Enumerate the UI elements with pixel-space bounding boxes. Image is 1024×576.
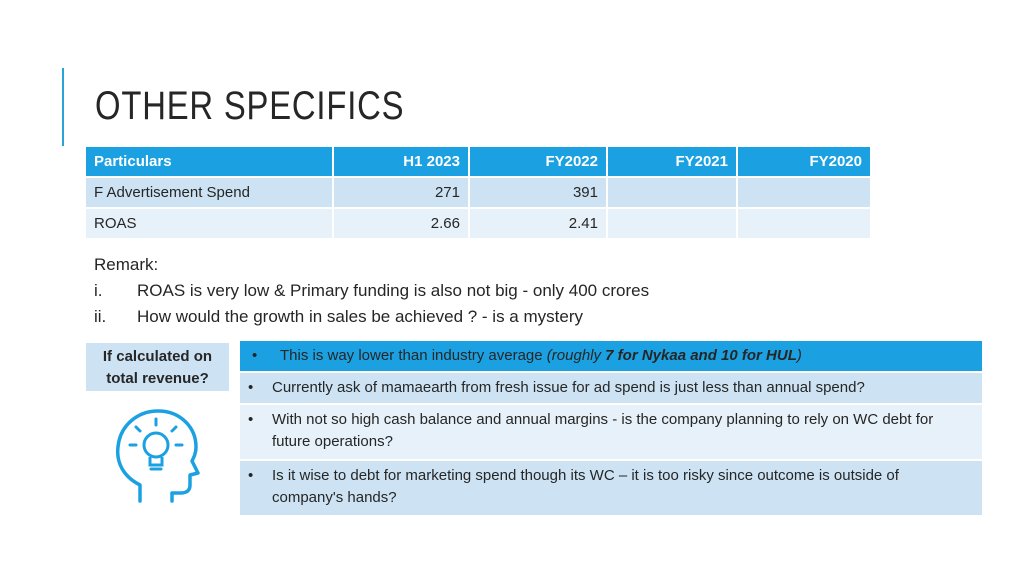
- bullet-dot-icon: •: [248, 411, 254, 428]
- calc-box-line1: If calculated on: [102, 348, 213, 365]
- emph-bold: 7 for Nykaa and 10 for HUL: [605, 347, 797, 364]
- header-particulars: Particulars: [86, 147, 333, 177]
- bullet-item: [240, 461, 982, 517]
- header-h1-2023: H1 2023: [333, 147, 469, 177]
- bullet-text: Currently ask of mamaearth from fresh issue for ad spend is just less than annual spend?: [272, 379, 865, 396]
- cell-value: 271: [333, 177, 469, 208]
- bullet-item: [240, 373, 982, 405]
- bullet-text: [276, 345, 802, 367]
- cell-value: [607, 208, 737, 239]
- table-header-row: [86, 147, 871, 177]
- remark-heading: Remark:: [94, 255, 159, 274]
- specifics-table: [86, 147, 872, 240]
- remark-item: [94, 278, 649, 304]
- calculated-on-revenue-box: [86, 343, 229, 391]
- bullet-dot-icon: •: [248, 467, 254, 484]
- cell-value: [737, 177, 871, 208]
- cell-value: 391: [469, 177, 607, 208]
- remark-item: [94, 304, 649, 330]
- row-label: F Advertisement Spend: [86, 177, 333, 208]
- bullet-text-main: This is way lower than industry average: [280, 347, 547, 364]
- calc-box-line2: total revenue?: [106, 370, 209, 387]
- bullet-item: [240, 405, 982, 461]
- bullet-emphasis: [547, 347, 802, 364]
- header-fy2021: FY2021: [607, 147, 737, 177]
- bullet-dot-icon: •: [252, 347, 258, 364]
- cell-value: 2.66: [333, 208, 469, 239]
- bullet-text: With not so high cash balance and annual margins - is the company planning to rely on WC debt for future operations?: [272, 411, 934, 450]
- header-fy2020: FY2020: [737, 147, 871, 177]
- table-row: [86, 177, 871, 208]
- table-row: [86, 208, 871, 239]
- bullet-dot-icon: •: [248, 379, 254, 396]
- emph-prefix: (roughly: [546, 347, 606, 364]
- remark-index: ii.: [94, 307, 107, 326]
- row-label: ROAS: [86, 208, 333, 239]
- remark-text: ROAS is very low & Primary funding is also not big - only 400 crores: [137, 281, 650, 300]
- cell-value: [607, 177, 737, 208]
- bullet-item: [240, 341, 982, 373]
- slide-title: OTHER SPECIFICS: [95, 84, 405, 128]
- remark-index: i.: [94, 281, 103, 300]
- cell-value: 2.41: [469, 208, 607, 239]
- remark-text: How would the growth in sales be achieved ? - is a mystery: [137, 307, 583, 326]
- bullet-list: [240, 341, 982, 517]
- emph-suffix: ): [796, 347, 802, 364]
- title-accent-bar: [62, 68, 64, 146]
- head-lightbulb-icon: [110, 405, 200, 505]
- bullet-text: Is it wise to debt for marketing spend though its WC – it is too risky since outcome is outside of company's hands?: [272, 467, 899, 506]
- remark-section: [94, 252, 649, 330]
- header-fy2022: FY2022: [469, 147, 607, 177]
- cell-value: [737, 208, 871, 239]
